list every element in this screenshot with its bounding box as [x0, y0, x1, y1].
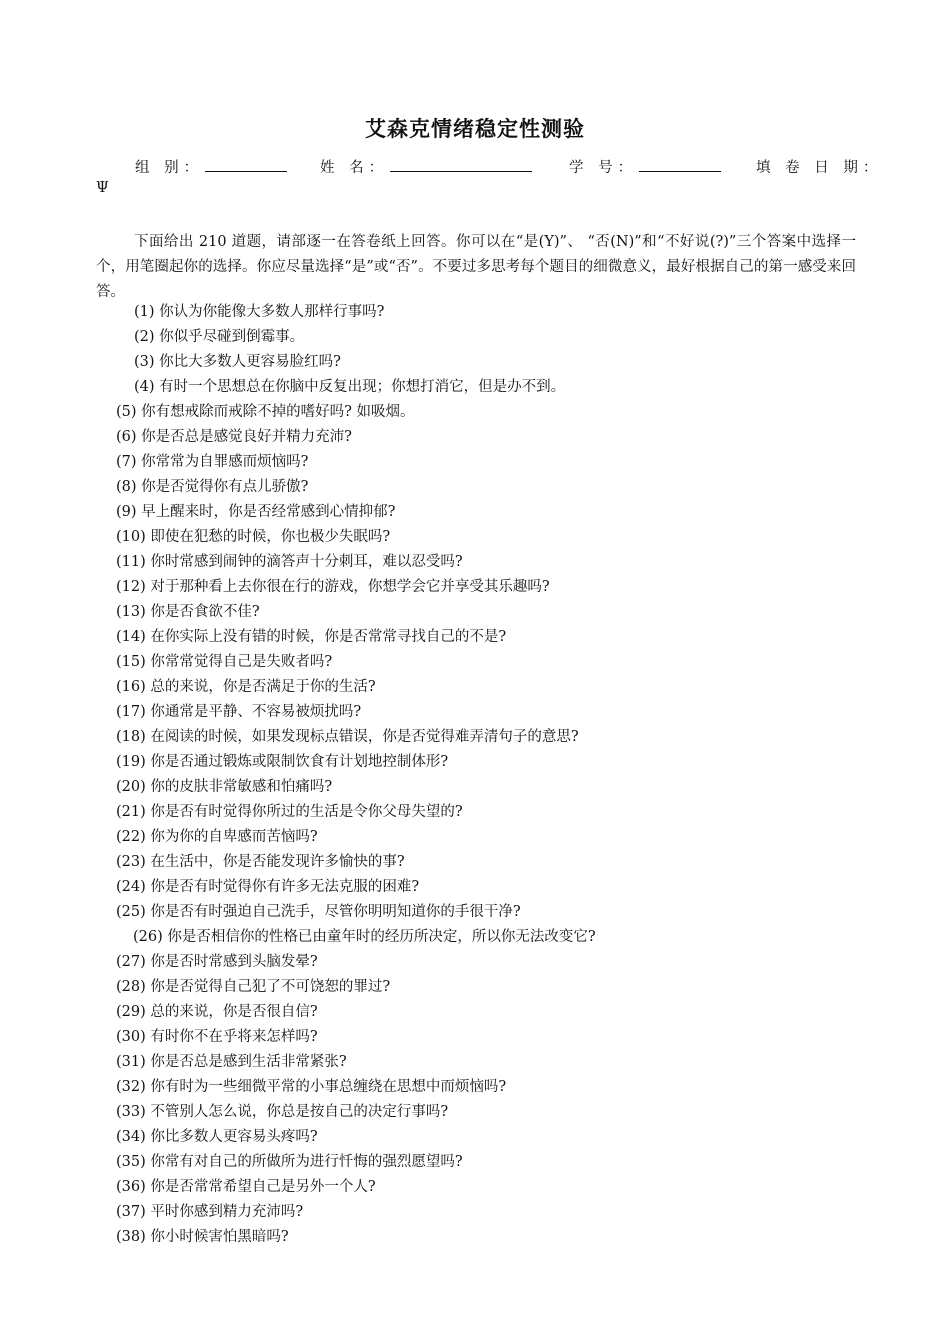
question-item: (26) 你是否相信你的性格已由童年时的经历所决定，所以你无法改变它?	[133, 929, 596, 945]
question-item: (7) 你常常为自罪感而烦恼吗?	[116, 454, 309, 470]
date-field	[756, 156, 882, 177]
question-item: (32) 你有时为一些细微平常的小事总缠绕在思想中而烦恼吗?	[116, 1079, 507, 1095]
question-item: (38) 你小时候害怕黑暗吗?	[116, 1229, 289, 1245]
question-item: (27) 你是否时常感到头脑发晕?	[116, 954, 318, 970]
question-item: (35) 你常有对自己的所做所为进行忏悔的强烈愿望吗?	[116, 1154, 463, 1170]
id-field	[569, 156, 721, 177]
question-item: (29) 总的来说，你是否很自信?	[116, 1004, 318, 1020]
question-item: (36) 你是否常常希望自己是另外一个人?	[116, 1179, 376, 1195]
question-item: (12) 对于那种看上去你很在行的游戏，你想学会它并享受其乐趣吗?	[116, 579, 550, 595]
info-row	[0, 156, 950, 176]
question-item: (30) 有时你不在乎将来怎样吗?	[116, 1029, 318, 1045]
group-label: 组 别：	[135, 160, 204, 176]
question-item: (24) 你是否有时觉得你有许多无法克服的困难?	[116, 879, 420, 895]
psi-symbol: Ψ	[96, 180, 109, 196]
question-item: (8) 你是否觉得你有点儿骄傲?	[116, 479, 309, 495]
question-item: (2) 你似乎尽碰到倒霉事。	[134, 329, 305, 345]
name-label: 姓 名：	[320, 160, 389, 176]
question-item: (4) 有时一个思想总在你脑中反复出现；你想打消它，但是办不到。	[134, 379, 566, 395]
question-item: (19) 你是否通过锻炼或限制饮食有计划地控制体形?	[116, 754, 449, 770]
question-item: (18) 在阅读的时候，如果发现标点错误，你是否觉得难弄清句子的意思?	[116, 729, 579, 745]
question-item: (22) 你为你的自卑感而苦恼吗?	[116, 829, 318, 845]
question-item: (5) 你有想戒除而戒除不掉的嗜好吗? 如吸烟。	[116, 404, 415, 420]
question-item: (37) 平时你感到精力充沛吗?	[116, 1204, 304, 1220]
question-item: (31) 你是否总是感到生活非常紧张?	[116, 1054, 347, 1070]
date-label: 填 卷 日 期：	[756, 160, 883, 176]
question-item: (20) 你的皮肤非常敏感和怕痛吗?	[116, 779, 333, 795]
question-item: (34) 你比多数人更容易头疼吗?	[116, 1129, 318, 1145]
name-field	[320, 156, 532, 177]
question-item: (23) 在生活中，你是否能发现许多愉快的事?	[116, 854, 405, 870]
question-item: (17) 你通常是平静、不容易被烦扰吗?	[116, 704, 362, 720]
question-item: (33) 不管别人怎么说，你总是按自己的决定行事吗?	[116, 1104, 449, 1120]
id-blank[interactable]	[639, 157, 721, 172]
id-label: 学 号：	[569, 160, 638, 176]
question-item: (1) 你认为你能像大多数人那样行事吗?	[134, 304, 385, 320]
question-item: (25) 你是否有时强迫自己洗手，尽管你明明知道你的手很干净?	[116, 904, 521, 920]
page-title: 艾森克情绪稳定性测验	[365, 117, 585, 141]
instructions-paragraph: 下面给出 210 道题，请部逐一在答卷纸上回答。你可以在“是(Y)”、 “否(N)”和“不好说(?)”三个答案中选择一个，用笔圈起你的选择。你应尽量选择“是”或“否”。不要过多思考每个题目的细微意义，最好根据自己的第一感受来回答。	[96, 234, 856, 300]
question-item: (15) 你常常觉得自己是失败者吗?	[116, 654, 333, 670]
question-item: (9) 早上醒来时，你是否经常感到心情抑郁?	[116, 504, 396, 520]
question-item: (6) 你是否总是感觉良好并精力充沛?	[116, 429, 352, 445]
question-item: (3) 你比大多数人更容易脸红吗?	[134, 354, 341, 370]
group-blank[interactable]	[205, 157, 287, 172]
question-item: (11) 你时常感到闹钟的滴答声十分刺耳，难以忍受吗?	[116, 554, 463, 570]
question-item: (16) 总的来说，你是否满足于你的生活?	[116, 679, 376, 695]
question-item: (13) 你是否食欲不佳?	[116, 604, 260, 620]
question-item: (14) 在你实际上没有错的时候，你是否常常寻找自己的不是?	[116, 629, 507, 645]
question-item: (21) 你是否有时觉得你所过的生活是令你父母失望的?	[116, 804, 463, 820]
name-blank[interactable]	[390, 157, 532, 172]
question-item: (10) 即使在犯愁的时候，你也极少失眠吗?	[116, 529, 391, 545]
group-field	[135, 156, 287, 177]
question-item: (28) 你是否觉得自己犯了不可饶恕的罪过?	[116, 979, 391, 995]
